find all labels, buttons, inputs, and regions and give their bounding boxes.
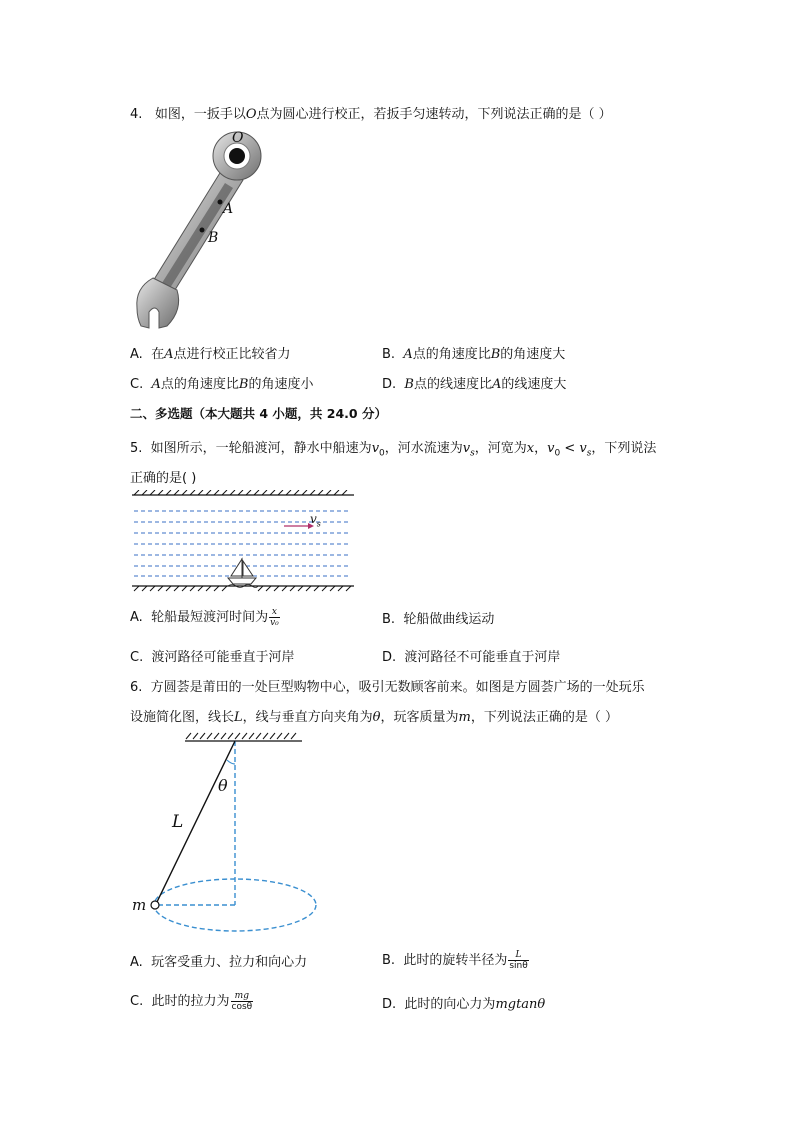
q6-option-b: B. 此时的旋转半径为 $\frac{L}{\sin\theta}$ xyxy=(382,950,528,971)
q6-option-c: C. 此时的拉力为 $\frac{mg}{\cos\theta}$ xyxy=(130,991,253,1012)
point-a xyxy=(218,200,223,205)
q6-option-a: A. 玩客受重力、拉力和向心力 xyxy=(130,955,308,970)
q4-option-b: B. A点的角速度比B的角速度大 xyxy=(382,347,566,362)
point-b xyxy=(200,228,205,233)
q6-stem-line1: 6. 方圆荟是莆田的一处巨型购物中心，吸引无数顾客前来。如图是方圆荟广场的一处玩乐 xyxy=(130,680,645,695)
q4-stem: 4. 如图，一扳手以O点为圆心进行校正，若扳手匀速转动，下列说法正确的是（ ） xyxy=(130,107,612,122)
q5-option-b: B. 轮船做曲线运动 xyxy=(382,612,495,627)
q4-option-a: A. 在A点进行校正比较省力 xyxy=(130,347,291,362)
q4-option-d: D. B点的线速度比A的线速度大 xyxy=(382,377,567,392)
wrench-figure xyxy=(125,128,275,333)
question-number: 4. xyxy=(130,107,143,122)
q5-option-a: A. 轮船最短渡河时间为 $\frac{x}{\text{v₀}}$ xyxy=(130,607,279,628)
q6-option-d: D. 此时的向心力为mgtanθ xyxy=(382,997,546,1012)
q5-option-d: D. 渡河路径不可能垂直于河岸 xyxy=(382,650,561,665)
label-theta: θ xyxy=(218,776,228,795)
q5-option-c: C. 渡河路径可能垂直于河岸 xyxy=(130,650,295,665)
q6-stem-line2: 设施简化图，线长L，线与垂直方向夹角为θ，玩客质量为m，下列说法正确的是（ ） xyxy=(130,710,618,725)
q5-stem-line1: 5. 如图所示，一轮船渡河，静水中船速为$v_0$，河水流速为$v_s$，河宽为x，$v_0 < v_s$，下列说法 xyxy=(130,441,657,459)
section-title: 二、多选题（本大题共 4 小题，共 24.0 分） xyxy=(130,406,387,421)
q5-stem-line2: 正确的是( ) xyxy=(130,471,197,486)
label-m: m xyxy=(132,896,147,914)
label-vs: $v_s$ xyxy=(310,512,321,529)
label-l: L xyxy=(172,812,184,832)
river-figure xyxy=(132,490,354,592)
label-a: A xyxy=(223,201,234,217)
label-b: B xyxy=(208,230,219,246)
label-o: O xyxy=(232,130,244,146)
boat-icon xyxy=(228,558,258,588)
pendulum-figure xyxy=(130,728,320,938)
q4-option-c: C. A点的角速度比B的角速度小 xyxy=(130,377,314,392)
